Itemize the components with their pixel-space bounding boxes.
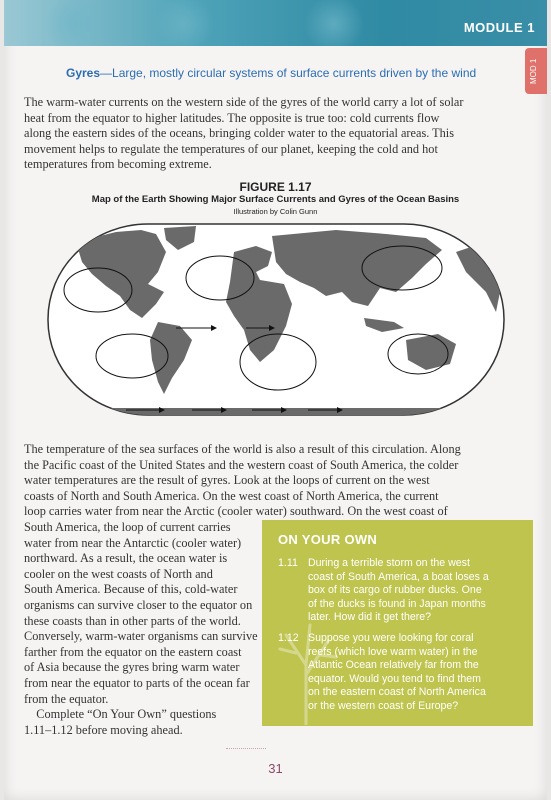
text-line: of Asia because the gyres bring warm water bbox=[24, 660, 240, 675]
question-number: 1.11 bbox=[278, 557, 298, 569]
figure-caption: Map of the Earth Showing Major Surface Currents and Gyres of the Ocean Basins bbox=[91, 194, 460, 205]
seaweed-decoration-icon bbox=[44, 0, 104, 46]
on-your-own-title: ON YOUR OWN bbox=[278, 532, 378, 547]
seaweed-decoration-icon bbox=[304, 0, 364, 46]
text-line: farther from the equator on the eastern coast bbox=[24, 644, 242, 659]
text-line: water temperatures are the result of gyres. Look at the loops of current on the west bbox=[24, 473, 430, 488]
text-line: later. How did it get there? bbox=[308, 611, 432, 623]
body-paragraph-full-width bbox=[24, 442, 529, 520]
coral-decoration-icon bbox=[266, 605, 346, 725]
text-line: heat from the equator to higher latitudes. The opposite is true too: cold currents flow bbox=[24, 110, 440, 125]
text-line: box of its cargo of rubber ducks. One bbox=[308, 584, 482, 596]
module-side-tab bbox=[525, 48, 547, 94]
text-line: reefs (which love warm water) in the bbox=[308, 645, 478, 658]
text-line: of the ducks is found in Japan months bbox=[308, 597, 486, 610]
definition-gyres bbox=[66, 66, 476, 80]
definition-text: —Large, mostly circular systems of surface currents driven by the wind bbox=[100, 66, 477, 80]
text-line: South America, the loop of current carries bbox=[24, 520, 231, 534]
definition-term: Gyres bbox=[66, 66, 101, 80]
text-line: The temperature of the sea surfaces of the world is also a result of this circulation. Along bbox=[24, 442, 461, 456]
text-line: Suppose you were looking for coral bbox=[308, 632, 474, 644]
text-line: loop carries water from near the Arctic (cooler water) southward. On the west coast of bbox=[24, 504, 448, 519]
text-line: Conversely, warm-water organisms can survive bbox=[24, 629, 258, 644]
body-paragraph-narrow bbox=[24, 520, 262, 738]
question-number: 1.12 bbox=[278, 632, 299, 644]
text-line: coasts of North and South America. On the west coast of North America, the current bbox=[24, 488, 439, 503]
seaweed-decoration-icon bbox=[154, 0, 214, 46]
text-line: these coasts than in other parts of the world. bbox=[24, 613, 241, 628]
text-line: water from near the Antarctic (cooler water) bbox=[24, 535, 242, 550]
intro-paragraph bbox=[24, 95, 524, 173]
text-line: northward. As a result, the ocean water is bbox=[24, 551, 228, 566]
text-line: equator. Would you tend to find them bbox=[308, 672, 481, 685]
text-line: organisms can survive closer to the equator on bbox=[24, 597, 253, 612]
text-line: 1.11–1.12 before moving ahead. bbox=[24, 722, 183, 737]
text-line: the Pacific coast of the United States and the western coast of South America, the colder bbox=[24, 457, 459, 472]
text-line: During a terrible storm on the west bbox=[308, 557, 470, 569]
text-line: from near the equator to parts of the ocean far bbox=[24, 675, 250, 690]
page-divider bbox=[226, 748, 266, 749]
side-tab-label: MOD 1 bbox=[529, 58, 538, 84]
text-line: or the western coast of Europe? bbox=[308, 699, 459, 712]
text-line: Complete “On Your Own” questions bbox=[24, 707, 217, 722]
text-line: South America. Because of this, cold-water bbox=[24, 582, 238, 597]
figure-label: FIGURE 1.17 bbox=[239, 180, 312, 194]
page-number: 31 bbox=[268, 761, 283, 776]
text-line: The warm-water currents on the western side of the gyres of the world carry a lot of solar bbox=[24, 95, 464, 109]
text-line: on the eastern coast of North America bbox=[308, 686, 486, 698]
text-line: temperatures from becoming extreme. bbox=[24, 157, 212, 172]
text-line: along the eastern sides of the oceans, bringing colder water to the equatorial areas. This bbox=[24, 126, 455, 141]
text-line: movement helps to regulate the temperatures of our planet, keeping the cold and hot bbox=[24, 141, 438, 156]
text-line: from the equator. bbox=[24, 691, 109, 706]
textbook-page bbox=[4, 0, 547, 800]
header-banner bbox=[4, 0, 547, 46]
world-ocean-currents-map bbox=[46, 222, 506, 417]
text-line: coast of South America, a boat loses a bbox=[308, 570, 489, 583]
text-line: Atlantic Ocean relatively far from the bbox=[308, 659, 479, 671]
figure-credit: Illustration by Colin Gunn bbox=[233, 207, 318, 216]
module-label: MODULE 1 bbox=[463, 20, 535, 35]
text-line: cooler on the west coasts of North and bbox=[24, 566, 213, 581]
